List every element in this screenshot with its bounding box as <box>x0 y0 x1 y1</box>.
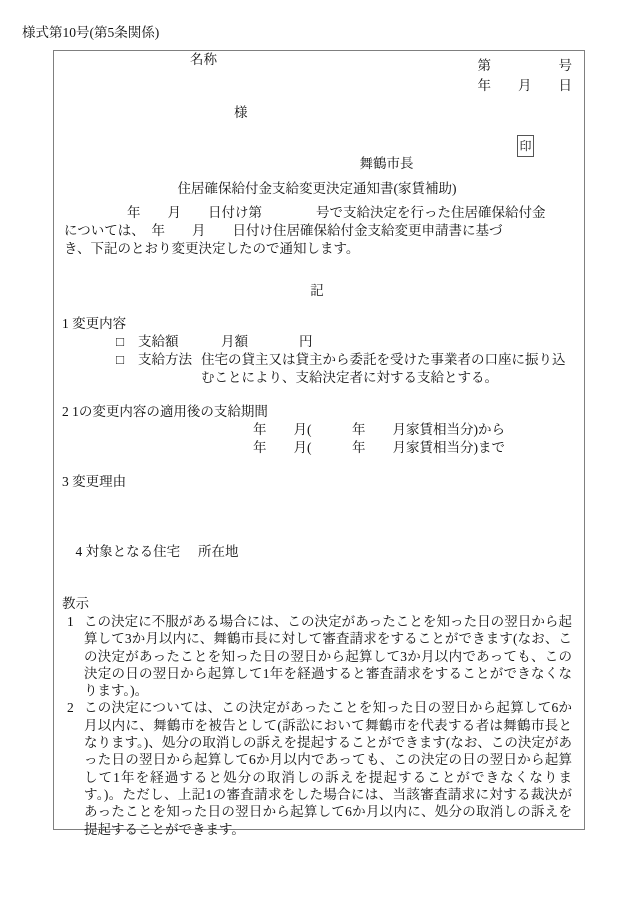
payment-method-text: 住宅の貸主又は貸主から委託を受けた事業者の口座に振り込 <box>201 352 566 367</box>
form-label: 様式第10号(第5条関係) <box>22 25 160 40</box>
payment-amount-label: 支給額 <box>138 334 179 349</box>
document-frame <box>53 50 585 837</box>
payment-method-text-continued: むことにより、支給決定者に対する支給とする。 <box>201 370 498 385</box>
section-3-heading: 3 変更理由 <box>62 474 127 489</box>
intro-line-1: 年 月 日付け第 号で支給決定を行った住居確保給付金 <box>127 205 546 220</box>
checkbox-icon: □ <box>116 334 125 349</box>
payment-amount-row <box>62 333 572 351</box>
housing-name-label: 名称 <box>190 52 217 67</box>
kyoji-item-1-number: 1 <box>67 614 74 629</box>
payment-method-label: 支給方法 <box>138 352 192 367</box>
section-4-heading-text: 4 対象となる住宅 <box>75 544 181 559</box>
kyoji-heading: 教示 <box>62 596 89 611</box>
kyoji-item-2-number: 2 <box>67 700 74 716</box>
issuer-line <box>62 137 572 171</box>
kyoji-item-1 <box>62 613 572 699</box>
intro-line-2: については、 年 月 日付け住居確保給付金支給変更申請書に基づ <box>64 223 503 238</box>
intro-paragraph <box>62 204 572 258</box>
checkbox-icon: □ <box>116 352 125 367</box>
section-2-heading: 2 1の変更内容の適用後の支給期間 <box>62 404 268 419</box>
housing-address-line: 所在地 <box>198 544 239 559</box>
recipient-line: 様 <box>234 105 248 120</box>
intro-line-3: き、下記のとおり変更決定したので通知します。 <box>64 241 360 256</box>
payment-method-row <box>62 351 572 369</box>
issuer-name: 舞鶴市長 <box>359 156 414 171</box>
section-1-heading: 1 変更内容 <box>62 316 127 331</box>
period-from-line: 年 月( 年 月家賃相当分)から <box>253 422 505 437</box>
yen-label: 円 <box>299 334 313 349</box>
date-line: 年 月 日 <box>477 78 572 93</box>
monthly-amount-label: 月額 <box>221 334 248 349</box>
kyoji-item-2-text: この決定については、この決定があったことを知った日の翌日から起算して6か月以内に、舞鶴市を被告として(訴訟において舞鶴市を代表する者は舞鶴市長となります。)、処分の取消しの訴えを提起することができます(なお、この決定があった日の翌日から起算して6か月以内であっても、この決定の日の翌日から起算して1年を経過すると処分の取消しの訴えを提起することができなくなります。)。ただし、上記1の審査請求をした場合には、当該審査請求に対する裁決があったことを知った日の翌日から起算して6か月以内に、処分の取消しの訴えを提起することができます。 <box>84 700 572 837</box>
payment-method-row-continued <box>62 369 572 387</box>
ki-label: 記 <box>310 283 324 298</box>
seal-stamp: 印 <box>517 135 534 157</box>
doc-number-line: 第 号 <box>477 58 572 73</box>
document-title: 住居確保給付金支給変更決定通知書(家賃補助) <box>177 181 457 196</box>
kyoji-item-1-text: この決定に不服がある場合には、この決定があったことを知った日の翌日から起算して3か月以内に、舞鶴市長に対して審査請求をすることができます(なお、この決定があったことを知った日の翌日から起算して3か月以内であっても、この決定の日の翌日から起算して1年を経過すると審査請求をすることができなくなります。)。 <box>84 614 572 699</box>
kyoji-item-2 <box>62 699 572 837</box>
period-to-line: 年 月( 年 月家賃相当分)まで <box>253 440 505 455</box>
